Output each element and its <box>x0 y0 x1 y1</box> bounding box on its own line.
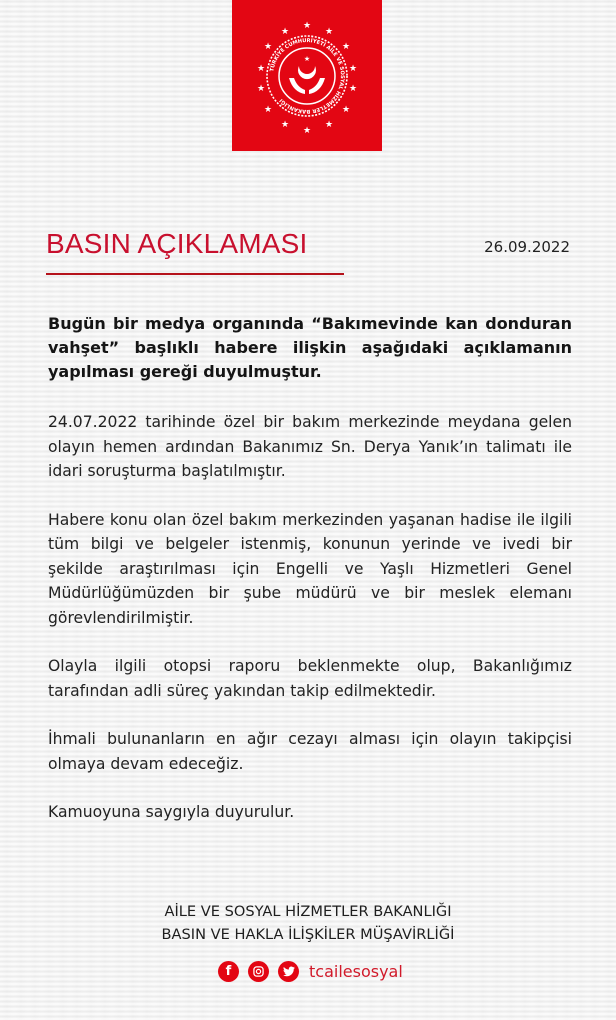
paragraph-1: 24.07.2022 tarihinde özel bir bakım merkezinde meydana gelen olayın hemen ardından Bakanımız Sn. Derya Yanık’ın talimatı ile idari soruşturma başlatılmıştır. <box>48 413 572 480</box>
closing-paragraph: Kamuoyuna saygıyla duyurulur. <box>48 803 295 821</box>
department-name: BASIN VE HAKLA İLİŞKİLER MÜŞAVİRLİĞİ <box>161 926 455 943</box>
press-release-body <box>48 312 572 849</box>
title-underline <box>46 273 344 275</box>
social-handle[interactable]: tcailesosyal <box>309 962 403 981</box>
twitter-bird-icon <box>283 966 295 977</box>
paragraph-2: Habere konu olan özel bakım merkezinden yaşanan hadise ile ilgili tüm bilgi ve belgeler istenmiş, konunun yerinde ve ivedi bir şekilde araştırılması için Engelli ve Yaşlı Hizmetleri Genel Müdürlüğümüzden bir şube müdürü ve bir meslek elemanı görevlendirilmiştir. <box>48 510 572 627</box>
release-date: 26.09.2022 <box>484 238 570 256</box>
svg-text:TÜRKİYE CUMHURİYETİ AİLE VE SO: TÜRKİYE CUMHURİYETİ AİLE VE SOSYAL HİZMETLER BAKANLIĞI <box>269 37 346 114</box>
instagram-icon[interactable] <box>248 961 269 982</box>
ministry-emblem-icon <box>247 16 367 136</box>
lead-paragraph: Bugün bir medya organında “Bakımevinde kan donduran vahşet” başlıklı habere ilişkin aşağıdaki açıklamanın yapılması gereği duyulmuştur. <box>48 314 572 381</box>
svg-text:★: ★ <box>324 26 334 37</box>
social-links <box>218 961 403 982</box>
svg-text:★: ★ <box>324 119 334 130</box>
svg-text:★: ★ <box>256 63 266 74</box>
svg-text:★: ★ <box>256 83 266 94</box>
instagram-glyph-icon <box>253 966 264 977</box>
svg-text:★: ★ <box>341 41 351 52</box>
facebook-icon[interactable]: f <box>218 961 239 982</box>
svg-text:★: ★ <box>263 41 273 52</box>
paragraph-3: Olayla ilgili otopsi raporu beklenmekte olup, Bakanlığımız tarafından adli süreç yakından takip edilmektedir. <box>48 657 572 700</box>
svg-text:★: ★ <box>348 63 358 74</box>
footer-signature <box>0 900 616 946</box>
paragraph-4: İhmali bulunanların en ağır cezayı alması için olayın takipçisi olmaya devam edeceğiz. <box>48 730 572 773</box>
svg-text:★: ★ <box>302 125 312 136</box>
svg-text:★: ★ <box>280 26 290 37</box>
svg-text:★: ★ <box>341 104 351 115</box>
ministry-name: AİLE VE SOSYAL HİZMETLER BAKANLIĞI <box>164 903 452 920</box>
svg-text:★: ★ <box>263 104 273 115</box>
page-title: BASIN AÇIKLAMASI <box>46 228 308 259</box>
svg-text:★: ★ <box>303 54 311 63</box>
twitter-icon[interactable] <box>278 961 299 982</box>
svg-text:★: ★ <box>302 20 312 31</box>
svg-text:★: ★ <box>348 83 358 94</box>
ministry-logo <box>232 0 382 151</box>
svg-text:★: ★ <box>280 119 290 130</box>
